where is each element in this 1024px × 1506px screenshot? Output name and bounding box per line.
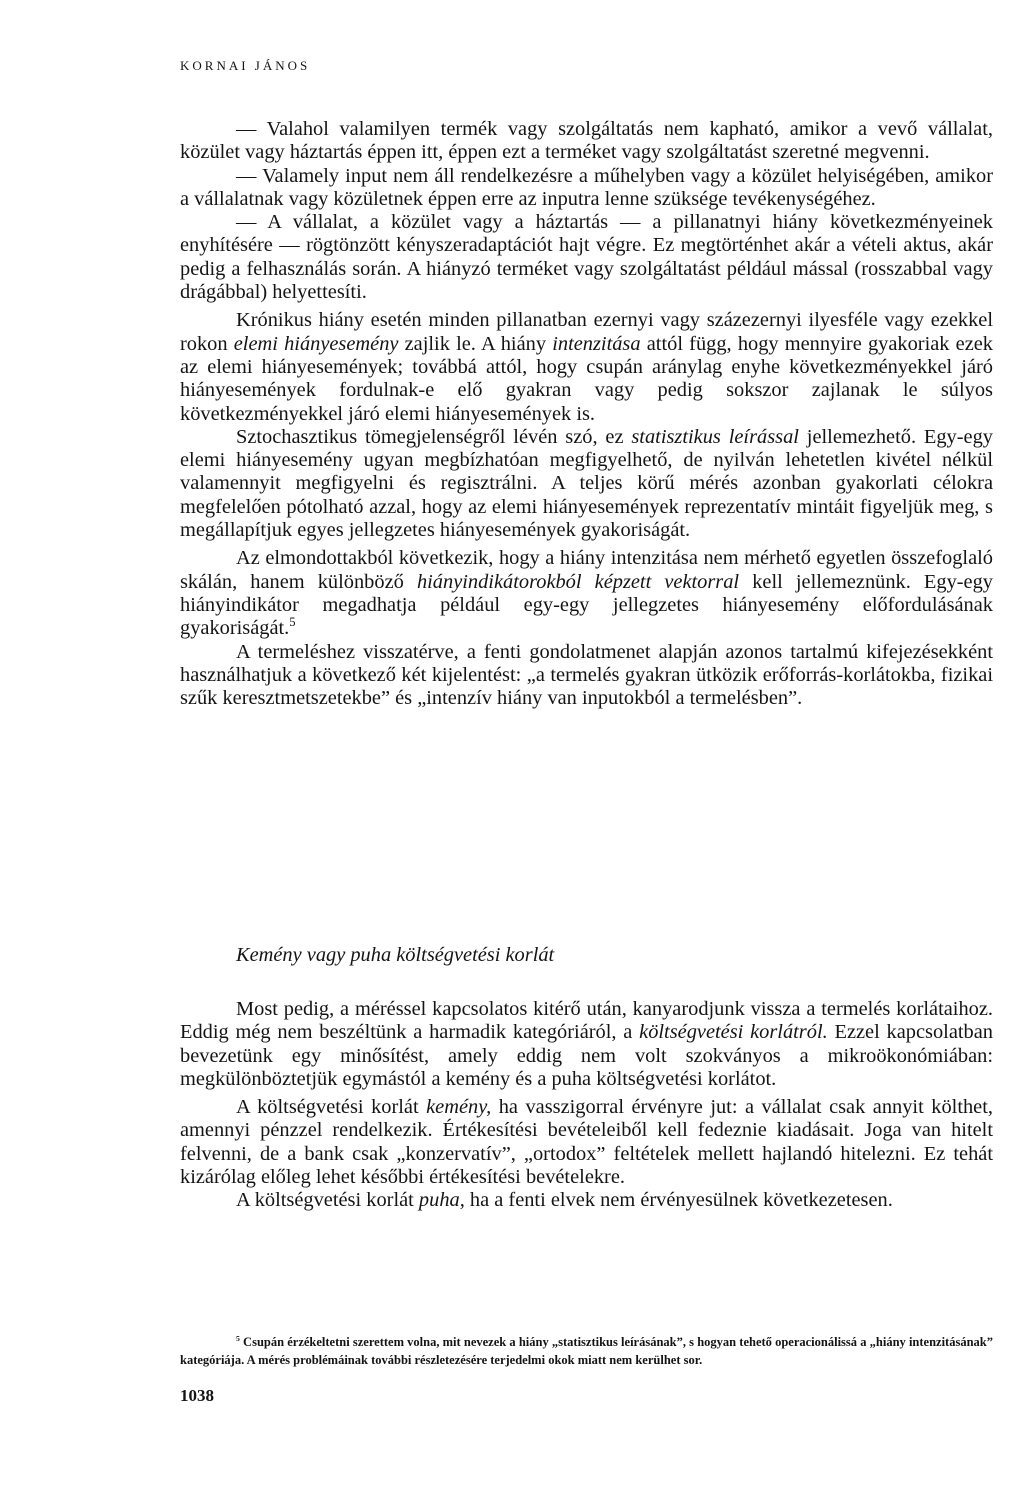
paragraph-4 <box>180 309 993 425</box>
section-paragraph-2-text-b: ha vasszigorral érvényre jut: a vállalat csak annyit költhet, amennyi pénzzel rendelkezik. Értékesítési bevételeiből kell fedeznie kiadásait. Joga van hitelt felvenni, de a bank csak „konzervatív”, „ortodox” feltételek mellett hajlandó hitelezni. Ez tehát kizárólag előleg lehet későbbi értékesítési bevételekre. <box>180 1096 993 1189</box>
paragraph-5-text-b: jellemezhető. Egy-egy elemi hiányesemény ugyan megbízhatóan megfigyelhető, de nyilván lehetetlen kivétel nélkül valamennyit megfigyelni és regisztrálni. A teljes körű mérés azonban gyakorlati célokra megfelelően pótolható azzal, hogy az elemi hiányesemények reprezentatív mintáit figyeljük meg, s megállapítjuk egyes jellegzetes hiányesemények gyakoriságát. <box>180 425 993 542</box>
section-paragraph-2-emphasis-1: kemény, <box>426 1096 492 1119</box>
paragraph-7: A termeléshez visszatérve, a fenti gondolatmenet alapján azonos tartalmú kifejezésekként használhatjuk a következő két kijelentést: „a termelés gyakran ütközik erőforrás-korlátokba, fizikai szűk keresztmetszetekbe” és „intenzív hiány van inputokból a termelésben”. <box>180 640 993 710</box>
paragraph-4-emphasis-1: elemi hiányesemény <box>233 332 399 355</box>
section-paragraph-1-text-a: Most pedig, a méréssel kapcsolatos kitérő után, kanyarodjunk vissza a termelés korlátaihoz. Eddig még nem beszéltünk a harmadik kategóriáról, a <box>180 998 993 1044</box>
running-head: KORNAI JÁNOS <box>180 58 311 73</box>
paragraph-4-emphasis-2: intenzitása <box>552 332 641 355</box>
section-paragraph-3-emphasis-1: puha, <box>418 1189 465 1212</box>
paragraph-3: — A vállalat, a közület vagy a háztartás — a pillanatnyi hiány következményeinek enyhítésére — rögtönzött kényszeradaptációt hajt végre. Ez megtörténhet akár a vételi aktus, akár pedig a felhasználás során. A hiányzó terméket vagy szolgáltatást például mással (rosszabbal vagy drágábbal) helyettesíti. <box>180 211 993 304</box>
section-paragraph-2-text-a: A költségvetési korlát <box>236 1096 427 1119</box>
paragraph-4-text-b: zajlik le. A hiány <box>398 332 553 355</box>
section-paragraph-1-text-b: Ezzel kapcsolatban bevezetünk egy minősítést, amely eddig nem volt szokványos a mikroökonómiában: megkülönböztetjük egymástól a kemény és a puha költségvetési korlátot. <box>180 1021 993 1090</box>
paragraph-4-text-c: attól függ, hogy mennyire gyakoriak ezek az elemi hiányesemények; továbbá attól, hogy csupán aránylag enyhe következményekkel járó hiányesemények fordulnak-e elő gyakran vagy pedig sokszor zajlanak le súlyos következményekkel járó elemi hiányesemények is. <box>180 332 993 425</box>
paragraph-6-text-a: Az elmondottakból következik, hogy a hiány intenzitása nem mérhető egyetlen összefoglaló skálán, hanem különböző <box>180 547 993 593</box>
paragraph-5-text-a: Sztochasztikus tömegjelenségről lévén szó, ez <box>236 425 632 448</box>
paragraph-6-text-b: kell jellemeznünk. Egy-egy hiányindikátor megadhatja például egy-egy jellegzetes hiányesemény előfordulásának gyakoriságát. <box>180 570 993 640</box>
section-paragraph-2 <box>180 1096 993 1189</box>
section-paragraph-1-emphasis-1: költségvetési korlátról. <box>639 1021 828 1044</box>
footnote-mark: 5 <box>236 1333 240 1343</box>
paragraph-4-text-a: Krónikus hiány esetén minden pillanatban ezernyi vagy százezernyi ilyesféle vagy ezekkel rokon <box>180 309 993 355</box>
section-paragraph-1 <box>180 998 993 1091</box>
section-paragraph-3 <box>180 1189 993 1212</box>
main-text <box>180 118 993 710</box>
paragraph-6 <box>180 547 993 640</box>
document-page <box>180 0 993 1506</box>
section-paragraph-3-text-b: ha a fenti elvek nem érvényesülnek következetesen. <box>464 1189 893 1212</box>
paragraph-5 <box>180 426 993 542</box>
footnote-text: Csupán érzékeltetni szerettem volna, mit nevezek a hiány „statisztikus leírásának”, s hogyan tehető operacionálissá a „hiány intenzitásának” kategóriája. A mérés problémáinak további részletezésére terjedelmi okok miatt nem kerülhet sor. <box>180 1335 993 1367</box>
footnote-reference-5: 5 <box>289 615 296 630</box>
paragraph-6-emphasis-1: hiányindikátorokból képzett vektorral <box>416 570 740 593</box>
section-heading: Kemény vagy puha költségvetési korlát <box>236 944 555 966</box>
paragraph-5-emphasis-1: statisztikus leírással <box>631 425 799 448</box>
footnote <box>180 1333 993 1369</box>
page-number: 1038 <box>180 1386 214 1405</box>
section-paragraph-3-text-a: A költségvetési korlát <box>236 1189 419 1212</box>
paragraph-2: — Valamely input nem áll rendelkezésre a műhelyben vagy a közület helyiségében, amikor a vállalatnak vagy közületnek éppen erre az inputra lenne szüksége tevékenységéhez. <box>180 164 993 210</box>
paragraph-1: — Valahol valamilyen termék vagy szolgáltatás nem kapható, amikor a vevő vállalat, közület vagy háztartás éppen itt, éppen ezt a terméket vagy szolgáltatást szeretné megvenni. <box>180 118 993 164</box>
section-text <box>180 998 993 1213</box>
